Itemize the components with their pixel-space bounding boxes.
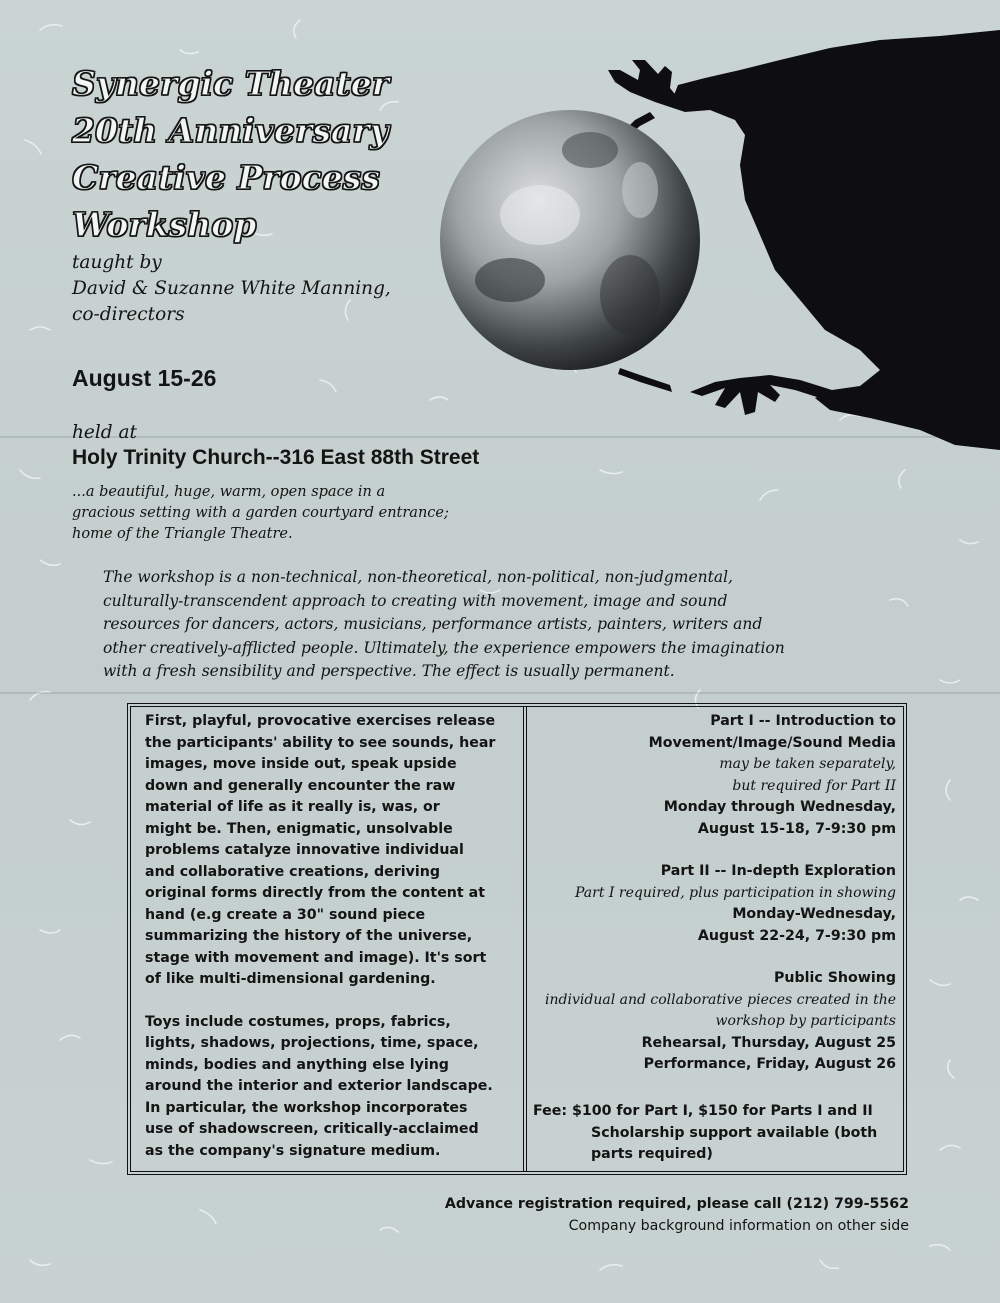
instructors [72,250,391,328]
workshop-dates: August 15-26 [72,365,217,391]
description-line: of like multi-dimensional gardening. [145,971,436,987]
description-line: might be. Then, enigmatic, unsolvable [145,820,453,837]
description-line: summarizing the history of the universe, [145,928,473,944]
shadow-figure-illustration [440,30,1000,450]
description-line: material of life as it really is, was, or [145,799,440,815]
description-line: down and generally encounter the raw [145,777,456,794]
showing-note: workshop by participants [715,1013,896,1029]
part1-title: Part I -- Introduction to [710,713,896,729]
description-line: Toys include costumes, props, fabrics, [145,1013,451,1030]
title-line: Synergic Theater [72,64,390,103]
description-line: images, move inside out, speak upside [145,756,457,772]
part2-when: Monday-Wednesday, [732,906,896,922]
title-line: 20th Anniversary [72,111,389,150]
showing-title: Public Showing [773,970,896,986]
fee-info [533,1101,877,1166]
title-line: Creative Process [72,158,380,197]
part2-when: August 22-24, 7-9:30 pm [697,927,896,944]
fold-crease [0,692,1000,694]
performance-date: Performance, Friday, August 26 [643,1056,896,1072]
workshop-title [72,60,389,248]
intro-line: culturally-transcendent approach to creating with movement, image and sound [103,591,728,610]
venue-name: Holy Trinity Church--316 East 88th Street [72,446,480,469]
description-line: use of shadowscreen, critically-acclaimed [145,1121,479,1137]
part2-title: Part II -- In-depth Exploration [660,863,896,879]
workshop-description [145,711,517,1162]
intro-line: with a fresh sensibility and perspective. The effect is usually permanent. [103,662,675,680]
part1-note: may be taken separately, [719,756,896,772]
footer [445,1193,909,1237]
description-line: as the company's signature medium. [145,1142,441,1159]
description-line: minds, bodies and anything else lying [145,1056,449,1073]
intro-line: The workshop is a non-technical, non-theoretical, non-political, non-judgmental, [103,568,733,586]
instructors-line: co-directors [72,304,185,325]
description-line: First, playful, provocative exercises release [145,713,496,729]
description-paragraph-2 [145,1012,517,1163]
description-line: lights, shadows, projections, time, space, [145,1035,479,1051]
description-line: hand (e.g create a 30" sound piece [145,906,426,923]
background-note: Company background information on other side [568,1218,909,1234]
venue-description-line: gracious setting with a garden courtyard entrance; [72,505,449,521]
intro-line: resources for dancers, actors, musicians, performance artists, painters, writers and [103,615,763,633]
description-line: original forms directly from the content at [145,885,485,901]
part2-note: Part I required, plus participation in showing [575,884,896,901]
description-line: stage with movement and image). It's sort [145,949,487,966]
description-line: problems catalyze innovative individual [145,842,464,858]
description-line: and collaborative creations, deriving [145,863,441,880]
description-line: the participants' ability to see sounds, hear [145,734,496,751]
part1-note: but required for Part II [732,777,896,794]
upper-hand [608,60,685,112]
part1-title: Movement/Image/Sound Media [648,734,896,751]
description-line: around the interior and exterior landscape. [145,1078,493,1094]
schedule [521,711,896,1076]
instructors-line: taught by [72,252,162,273]
title-line: Workshop [72,205,257,244]
part1-when: August 15-18, 7-9:30 pm [697,820,896,837]
workshop-intro [103,566,833,684]
fee-line: Scholarship support available (both [591,1124,878,1141]
venue-description-line: ...a beautiful, huge, warm, open space in a [72,484,386,500]
venue-description-line: home of the Triangle Theatre. [72,526,293,542]
showing-note: individual and collaborative pieces created in the [545,991,896,1008]
venue-description [72,482,449,545]
part1-when: Monday through Wednesday, [663,799,896,815]
description-paragraph-1 [145,711,517,991]
registration-note: Advance registration required, please call (212) 799-5562 [444,1196,909,1212]
rehearsal-date: Rehearsal, Thursday, August 25 [641,1034,896,1051]
fee-line: Fee: $100 for Part I, $150 for Parts I and II [533,1103,873,1119]
instructors-line: David & Suzanne White Manning, [72,278,391,299]
intro-line: other creatively-afflicted people. Ultimately, the experience empowers the imagination [103,638,785,657]
description-line: In particular, the workshop incorporates [145,1099,468,1116]
held-at-label: held at [72,422,137,443]
lower-hand [690,375,832,415]
fee-line: parts required) [591,1146,713,1162]
